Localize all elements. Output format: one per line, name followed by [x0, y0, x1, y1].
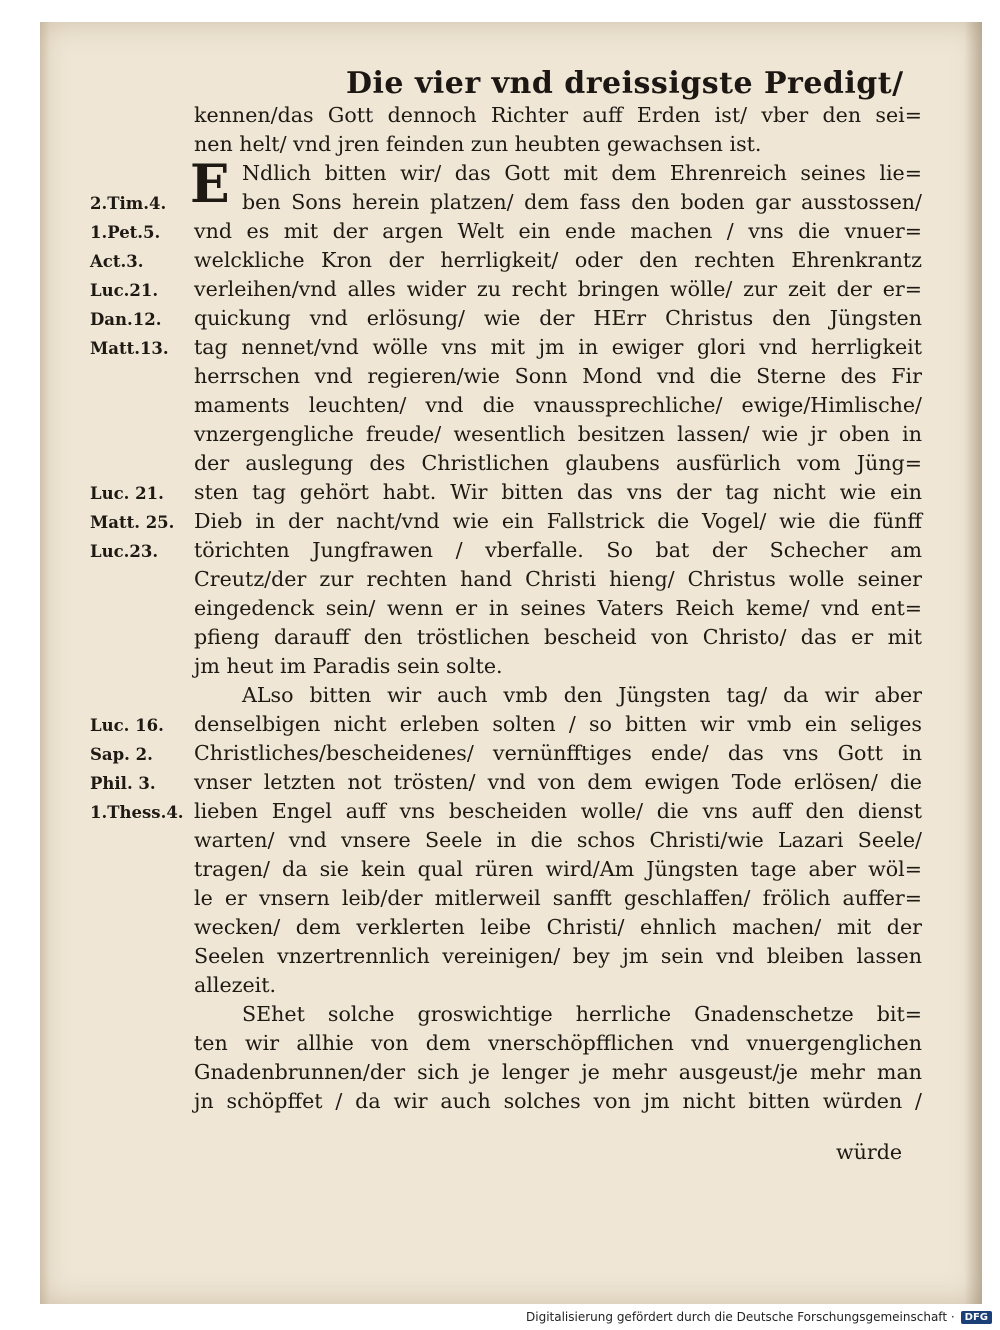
text-line-content: Christliches/bescheidenes/ vernünfftiges ende/ das vns Gott in: [194, 741, 922, 765]
text-line: [194, 246, 922, 275]
text-line: [194, 594, 922, 623]
margin-note: Matt. 25.: [90, 513, 175, 532]
page-left-shadow: [40, 22, 50, 1304]
text-line: [194, 768, 922, 797]
catchword: würde: [836, 1140, 903, 1164]
margin-note: 1.Pet.5.: [90, 223, 161, 242]
text-line: [194, 913, 922, 942]
text-line: [194, 797, 922, 826]
text-line-content: der auslegung des Christlichen glaubens ausfürlich vom Jüng=: [194, 451, 922, 475]
text-line-content: quickung vnd erlösung/ wie der HErr Christus den Jüngsten: [194, 306, 922, 330]
text-line: [194, 1000, 922, 1029]
text-line: [194, 739, 922, 768]
text-line: [194, 275, 922, 304]
text-line: [194, 391, 922, 420]
margin-note: Luc.23.: [90, 542, 159, 561]
margin-note: Matt.13.: [90, 339, 169, 358]
text-line: [194, 333, 922, 362]
text-line-content: Dieb in der nacht/vnd wie ein Fallstrick die Vogel/ wie die fünff: [194, 509, 922, 533]
text-line-content: Creutz/der zur rechten hand Christi hieng/ Christus wolle seiner: [194, 567, 922, 591]
initial-letter: E: [190, 154, 230, 215]
text-line-content: welckliche Kron der herrligkeit/ oder den rechten Ehrenkrantz: [194, 248, 922, 272]
text-line: [194, 420, 922, 449]
text-line: [194, 304, 922, 333]
text-line-content: tag nennet/vnd wölle vns mit jm in ewiger glori vnd herrligkeit: [194, 335, 922, 359]
text-line-content: ten wir allhie von dem vnerschöpfflichen vnd vnuergenglichen: [194, 1031, 922, 1055]
margin-note: 1.Thess.4.: [90, 803, 184, 822]
margin-note: Luc. 16.: [90, 716, 164, 735]
margin-note: Phil. 3.: [90, 774, 156, 793]
text-line-content: lieben Engel auff vns bescheiden wolle/ die vns auff den dienst: [194, 799, 922, 823]
dfg-logo-icon: DFG: [961, 1311, 992, 1324]
text-line: [194, 565, 922, 594]
footer-text: Digitalisierung gefördert durch die Deutsche Forschungsgemeinschaft ·: [526, 1310, 955, 1324]
text-line-content: denselbigen nicht erleben solten / so bitten wir vmb ein seliges: [194, 712, 922, 736]
text-line-content: vnser letzten not trösten/ vnd von dem ewigen Tode erlösen/ die: [194, 770, 922, 794]
text-line-content: sten tag gehört habt. Wir bitten das vns der tag nicht wie ein: [194, 480, 922, 504]
text-line: [194, 1087, 922, 1116]
text-line: [194, 536, 922, 565]
text-line: [194, 942, 922, 971]
text-line: [194, 362, 922, 391]
text-line-content: Ndlich bitten wir/ das Gott mit dem Ehrenreich seines lie=: [242, 161, 922, 185]
margin-note: Sap. 2.: [90, 745, 153, 764]
text-line-content: kennen/das Gott dennoch Richter auff Erden ist/ vber den sei=: [194, 103, 922, 127]
text-line: [194, 159, 922, 188]
text-line-content: Gnadenbrunnen/der sich je lenger je mehr ausgeust/je mehr man: [194, 1060, 922, 1084]
text-line: [194, 507, 922, 536]
text-line-content: nen helt/ vnd jren feinden zun heubten gewachsen ist.: [194, 132, 762, 156]
text-line: [194, 449, 922, 478]
text-line: [194, 478, 922, 507]
running-head: Die vier vnd dreissigste Predigt/: [346, 66, 904, 101]
text-line: [194, 826, 922, 855]
text-line-content: le er vnsern leib/der mitlerweil sanfft geschlaffen/ frölich auffer=: [194, 886, 922, 910]
text-line-content: tragen/ da sie kein qual rüren wird/Am Jüngsten tage aber wöl=: [194, 857, 922, 881]
text-line-content: eingedenck sein/ wenn er in seines Vaters Reich keme/ vnd ent=: [194, 596, 922, 620]
text-line: [194, 971, 922, 1000]
margin-note: Dan.12.: [90, 310, 162, 329]
text-line-content: ben Sons herein platzen/ dem fass den boden gar ausstossen/: [242, 190, 922, 214]
text-line: [194, 1058, 922, 1087]
text-line-content: SEhet solche groswichtige herrliche Gnadenschetze bit=: [242, 1002, 922, 1026]
text-line: [194, 217, 922, 246]
text-line-content: Seelen vnzertrennlich vereinigen/ bey jm sein vnd bleiben lassen: [194, 944, 922, 968]
text-line-content: vnzergengliche freude/ wesentlich besitzen lassen/ wie jr oben in: [194, 422, 922, 446]
text-line: [194, 855, 922, 884]
text-line: [194, 681, 922, 710]
margin-note: 2.Tim.4.: [90, 194, 167, 213]
text-line-content: törichten Jungfrawen / vberfalle. So bat der Schecher am: [194, 538, 922, 562]
text-line: [194, 1029, 922, 1058]
text-line-content: jn schöpffet / da wir auch solches von jm nicht bitten würden /: [194, 1089, 922, 1113]
text-line: [194, 652, 922, 681]
text-line: [194, 130, 922, 159]
text-line-content: pfieng darauff den tröstlichen bescheid von Christo/ das er mit: [194, 625, 922, 649]
text-line-content: ALso bitten wir auch vmb den Jüngsten tag/ da wir aber: [242, 683, 922, 707]
text-line-content: maments leuchten/ vnd die vnaussprechliche/ ewige/Himlische/: [194, 393, 922, 417]
text-line: [194, 710, 922, 739]
text-line-content: verleihen/vnd alles wider zu recht bringen wölle/ zur zeit der er=: [194, 277, 922, 301]
margin-note: Act.3.: [90, 252, 144, 271]
text-line-content: jm heut im Paradis sein solte.: [194, 654, 503, 678]
text-line-content: warten/ vnd vnsere Seele in die schos Christi/wie Lazari Seele/: [194, 828, 922, 852]
text-line-content: vnd es mit der argen Welt ein ende machen / vns die vnuer=: [194, 219, 922, 243]
text-line: [194, 188, 922, 217]
text-line: [194, 623, 922, 652]
margin-note: Luc. 21.: [90, 484, 164, 503]
body-text: [190, 101, 922, 1116]
text-line-content: allezeit.: [194, 973, 277, 997]
text-line-content: herrschen vnd regieren/wie Sonn Mond vnd die Sterne des Fir: [194, 364, 922, 388]
margin-note: Luc.21.: [90, 281, 159, 300]
footer-credit: [526, 1306, 992, 1328]
text-line-content: wecken/ dem verklerten leibe Christi/ ehnlich machen/ mit der: [194, 915, 922, 939]
text-line: [194, 884, 922, 913]
text-line: [194, 101, 922, 130]
page-gutter-shadow: [964, 22, 982, 1304]
